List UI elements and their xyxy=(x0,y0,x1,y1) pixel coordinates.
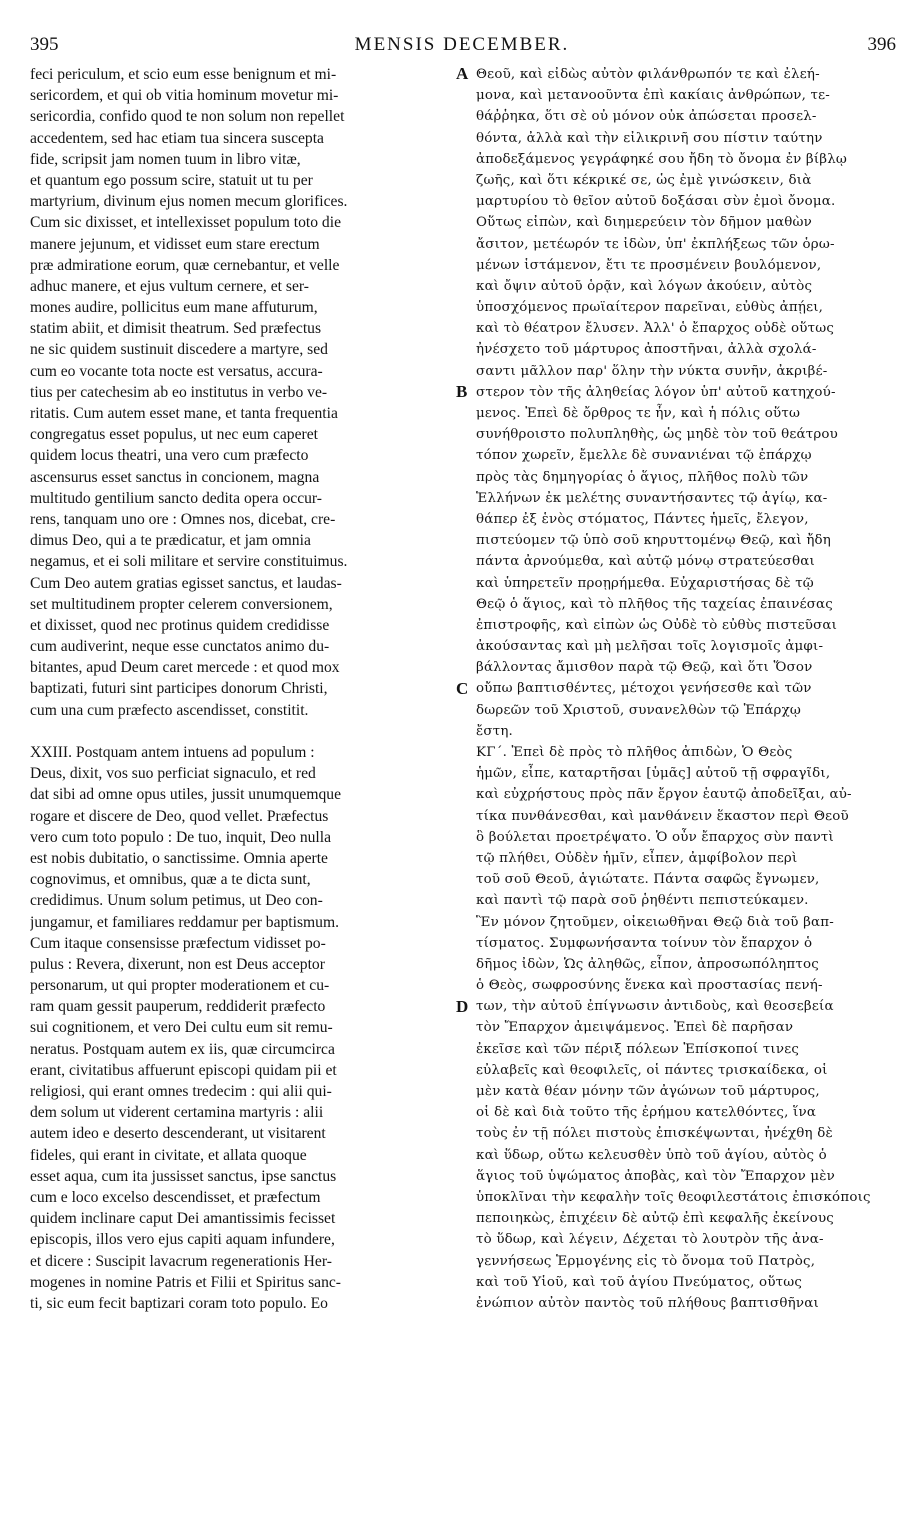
latin-text-line: ascensurus esset sanctus in concionem, magna xyxy=(30,468,320,486)
latin-text-line: Cum sic dixisset, et intellexisset populum toto die xyxy=(30,214,341,232)
greek-text-line: ἐπιστροφῆς, καὶ εἰπὼν ὡς Οὐδὲ τὸ εὐθὺς πιστεῦσαι xyxy=(476,617,838,633)
latin-text-line: pulus : Revera, dixerunt, non est Deus acceptor xyxy=(30,955,325,973)
latin-text-line: cum eo vocante tota nocte est versatus, accura- xyxy=(30,362,323,380)
latin-text-line: quidem inclinare caput Dei amantissimis fecisset xyxy=(30,1210,336,1228)
greek-text-line: ἠνέσχετο τοῦ μάρτυρος ἀποστῆναι, ἀλλὰ σχολά- xyxy=(476,342,817,358)
latin-text-line: congregatus esset populus, ut nec eum caperet xyxy=(30,426,318,444)
latin-text-line: erant, civitatibus affuerunt episcopi quidam pii et xyxy=(30,1061,337,1079)
greek-text-line: οἱ δὲ καὶ διὰ τοῦτο τῆς ἐρήμου κατελθόντες, ἵνα xyxy=(476,1105,817,1121)
greek-text-line: ὑποκλῖναι τὴν κεφαλὴν τοῖς θεοφιλεστάτοις ἐπισκόποις xyxy=(476,1189,871,1205)
latin-text-line: neratus. Postquam autem ex iis, quæ circumcirca xyxy=(30,1040,335,1058)
greek-text-line: μένων ἱστάμενον, ἔτι τε προσμένειν βουλόμενον, xyxy=(476,257,822,273)
latin-text-line: dem solum ut viderent certamina martyris : alii xyxy=(30,1104,324,1122)
greek-text-line: τίσματος. Συμφωνήσαντα τοίνυν τὸν ἔπαρχον ὁ xyxy=(476,935,813,951)
greek-text-line: θάπερ ἐξ ἑνὸς στόματος, Πάντες ἡμεῖς, ἔλεγον, xyxy=(476,511,809,527)
margin-letter: C xyxy=(456,678,469,698)
latin-text-line: manere jejunum, et vidisset eum stare erectum xyxy=(30,235,320,253)
latin-text-line: dimus Deo, qui a te prædicatur, et jam omnia xyxy=(30,532,311,550)
greek-text-line: καὶ τοῦ Υἱοῦ, καὶ τοῦ ἁγίου Πνεύματος, οὕτως xyxy=(476,1274,803,1290)
greek-text-line: ὃ βούλεται προετρέψατο. Ὁ οὖν ἔπαρχος σὺν παντὶ xyxy=(476,829,834,845)
greek-text-line: θόντα, ἀλλὰ καὶ τὴν εἰλικρινῆ σου πίστιν ταύτην xyxy=(476,130,823,146)
page-number-right: 396 xyxy=(867,34,896,55)
latin-text-line: fideles, qui erant in civitate, et allata quoque xyxy=(30,1146,307,1164)
greek-text-line: τὸν Ἔπαρχον ἀμειψάμενος. Ἐπεὶ δὲ παρῆσαν xyxy=(476,1020,794,1036)
greek-text-line: ἀποδεξάμενος γεγράφηκέ σου ἤδη τὸ ὄνομα ἐν βίβλῳ xyxy=(476,151,848,167)
latin-text-line: set multitudinem propter celerem conversionem, xyxy=(30,595,333,613)
greek-text-line: μαρτυρίου τὸ θεῖον αὐτοῦ δοξάσαι σὺν ἐμοὶ ὄνομα. xyxy=(476,194,836,210)
latin-text-line: tius per catechesim ab eo institutus in verbo ve- xyxy=(30,383,328,401)
margin-letter: D xyxy=(456,996,469,1016)
latin-text-line: et dixisset, quod nec protinus quidem credidisse xyxy=(30,616,330,634)
latin-text-line: et quantum ego possum scire, statuit ut tu per xyxy=(30,171,313,189)
greek-text-line: Ἓν μόνον ζητοῦμεν, οἰκειωθῆναι Θεῷ διὰ τοῦ βαπ- xyxy=(476,914,835,930)
greek-text-line: ἡμῶν, εἶπε, καταρτῆσαι [ὑμᾶς] αὐτοῦ τῇ σφραγῖδι, xyxy=(476,766,831,782)
latin-text-line xyxy=(30,721,462,742)
latin-text-line: credidimus. Unum solum petimus, ut Deo con- xyxy=(30,892,323,910)
latin-text-line: præ admiratione eorum, quæ cernebantur, et velle xyxy=(30,256,340,274)
greek-text-line: ΚΓ΄. Ἐπεὶ δὲ πρὸς τὸ πλῆθος ἀπιδὼν, Ὁ Θεὸς xyxy=(476,745,793,760)
latin-text-line: dat sibi ad omne opus utiles, jussit unumquemque xyxy=(30,786,341,804)
running-header xyxy=(0,34,924,60)
greek-text-line: τίκα πυνθάνεσθαι, καὶ μανθάνειν ἕκαστον περὶ Θεοῦ xyxy=(476,808,849,824)
latin-text-line: cum e loco excelso descendisset, et præfectum xyxy=(30,1188,321,1206)
latin-text-line: martyrium, divinum ejus nomen mecum glorifices. xyxy=(30,193,348,211)
greek-text-line: στερον τὸν τῆς ἀληθείας λόγον ὑπ' αὐτοῦ κατηχού- xyxy=(476,384,836,400)
greek-text-line: ἄσιτον, μετέωρόν τε ἰδὼν, ὑπ' ἐκπλήξεως τῶν ὁρω- xyxy=(476,236,835,252)
latin-text-line: religiosi, qui erant omnes tredecim : qui alii qui- xyxy=(30,1083,332,1100)
greek-text-line: των, τὴν αὐτοῦ ἐπίγνωσιν ἀντιδοὺς, καὶ θεοσεβεία xyxy=(476,999,834,1015)
latin-text-line: sui cognitionem, et vero Dei cultu eum sit remu- xyxy=(30,1019,333,1037)
greek-text-line: Ἑλλήνων ἐκ μελέτης συναντήσαντες τῷ ἁγίῳ, κα- xyxy=(476,490,828,506)
greek-text-line: δῆμος ἰδὼν, Ὡς ἀληθῶς, εἶπον, ἀπροσωπόληπτος xyxy=(476,956,819,972)
latin-text-line: adhuc manere, et ejus vultum cernere, et ser- xyxy=(30,277,309,295)
running-title: MENSIS DECEMBER. xyxy=(354,34,570,55)
greek-text-line: τοὺς ἐν τῇ πόλει πιστοὺς ἐπισκέψωνται, ἠνέχθη δὲ xyxy=(476,1126,833,1142)
latin-text-line: Cum itaque consensisse præfectum vidisset po- xyxy=(30,934,326,952)
greek-text-line: εὐλαβεῖς καὶ θεοφιλεῖς, οἱ πάντες τρισκαίδεκα, οἱ xyxy=(476,1062,828,1078)
latin-text-line: rens, tanquam uno ore : Omnes nos, dicebat, cre- xyxy=(30,510,336,528)
latin-text-line: quidem locus theatri, una vero cum præfecto xyxy=(30,447,309,465)
latin-text-line: ne sic quidem sustinuit discedere a martyre, sed xyxy=(30,341,328,359)
latin-text-line: sericordia, confido quod te non solum non repellet xyxy=(30,108,345,126)
greek-text-line: πρὸς τὰς δημηγορίας ὁ ἅγιος, πλῆθος πολὺ τῶν xyxy=(476,469,809,485)
greek-text-line: μονα, καὶ μετανοοῦντα ἐπὶ κακίαις ἀνθρώπων, τε- xyxy=(476,88,830,104)
greek-text-line: ἅγιος τοῦ ὑψώματος ἀποβὰς, καὶ τὸν Ἔπαρχον μὲν xyxy=(476,1168,836,1184)
page-number-left: 395 xyxy=(30,34,59,55)
latin-text-line: ritatis. Cum autem esset mane, et tanta frequentia xyxy=(30,405,338,422)
greek-text-line: συνήθροιστο πολυπληθὴς, ὡς μηδὲ τὸν τοῦ θεάτρου xyxy=(476,427,839,443)
latin-text-line: et dicere : Suscipit lavacrum regenerationis Her- xyxy=(30,1252,332,1270)
greek-text-line: καὶ ὄψιν αὐτοῦ ὁρᾷν, καὶ λόγων ἀκούειν, αὐτὸς xyxy=(476,278,813,294)
latin-text-line: autem ideo e deserto descenderant, ut visitarent xyxy=(30,1125,326,1143)
greek-text-line: τόπον χωρεῖν, ἔμελλε δὲ συνανιέναι τῷ ἐπάρχῳ xyxy=(476,448,812,464)
latin-text-line: accedentem, sed hac etiam tua sincera suscepta xyxy=(30,129,324,147)
greek-text-line: βάλλοντας ἄμισθον παρὰ τῷ Θεῷ, καὶ ὅτι Ὅσον xyxy=(476,660,813,676)
latin-text-line: baptizati, futuri sint participes donorum Christi, xyxy=(30,680,328,698)
latin-text-line: sericordem, et qui ob vitia hominum movetur mi- xyxy=(30,87,339,105)
latin-text-line: feci periculum, et scio eum esse benignum et mi- xyxy=(30,66,337,83)
margin-letter: B xyxy=(456,382,468,401)
greek-text-line: Θεοῦ, καὶ εἰδὼς αὐτὸν φιλάνθρωπόν τε καὶ ἐλεή- xyxy=(476,67,820,82)
greek-text-line: οὔπω βαπτισθέντες, μέτοχοι γενήσεσθε καὶ τῶν xyxy=(476,681,812,697)
greek-text-line: πιστεύομεν τῷ ὑπὸ σοῦ κηρυττομένῳ Θεῷ, καὶ ἤδη xyxy=(476,533,832,549)
greek-text-line: καὶ ὑπηρετεῖν προῃρήμεθα. Εὐχαριστήσας δὲ τῷ xyxy=(476,575,814,591)
greek-text-line: δωρεῶν τοῦ Χριστοῦ, συνανελθὼν τῷ Ἐπάρχῳ xyxy=(476,702,802,718)
latin-text-line: jungamur, et familiares reddamur per baptismum. xyxy=(30,913,339,931)
greek-text-line: καὶ ὕδωρ, οὕτω κελευσθὲν ὑπὸ τοῦ ἁγίου, αὐτὸς ὁ xyxy=(476,1147,827,1163)
latin-text-line: rogare et discere de Deo, quod vellet. Præfectus xyxy=(30,807,329,825)
greek-text-line: γεννήσεως Ἑρμογένης εἰς τὸ ὄνομα τοῦ Πατρὸς, xyxy=(476,1253,816,1269)
latin-text-line: est nobis dubitatio, o sanctissime. Omnia aperte xyxy=(30,849,328,867)
greek-text-line: Οὕτως εἰπὼν, καὶ διημερεύειν τὸν δῆμον μαθὼν xyxy=(476,215,812,231)
latin-text-line: negamus, et ei soli militare et servire constituimus. xyxy=(30,553,348,571)
greek-column xyxy=(476,64,896,1314)
greek-text-line: ἐκεῖσε καὶ τῶν πέριξ πόλεων Ἐπίσκοποί τινες xyxy=(476,1041,800,1057)
latin-text-line: multitudo gentilium sancto dedita opera occur- xyxy=(30,489,322,507)
latin-text-line: cum una cum præfecto ascendisset, constitit. xyxy=(30,701,309,719)
greek-text-line: πάντα ἀρνούμεθα, καὶ αὐτῷ μόνῳ στρατεύεσθαι xyxy=(476,554,815,570)
latin-text-line: mones audire, pollicitus eum mane affuturum, xyxy=(30,299,318,317)
greek-text-line: ὁ Θεὸς, σωφροσύνης ἕνεκα καὶ προστασίας πενή- xyxy=(476,978,823,994)
latin-text-line: Cum Deo autem gratias egisset sanctus, et laudas- xyxy=(30,574,342,592)
latin-text-line: fide, scripsit jam nomen tuum in libro vitæ, xyxy=(30,150,301,168)
greek-text-line: ἐνώπιον αὐτὸν παντὸς τοῦ πλήθους βαπτισθῆναι xyxy=(476,1295,819,1311)
greek-text-line: ζωῆς, καὶ ὅτι κέκρικέ σε, ὡς ἐμὲ γινώσκειν, διὰ xyxy=(476,172,812,188)
latin-text-line: cognovimus, et omnibus, quæ a te dicta sunt, xyxy=(30,871,311,889)
latin-text-line: ram quam gessit pauperum, reddiderit præfecto xyxy=(30,998,326,1016)
latin-text-line: episcopis, illos vero ejus capiti aquam infundere, xyxy=(30,1231,335,1249)
greek-text-line: Θεῷ ὁ ἅγιος, καὶ τὸ πλῆθος τῆς ταχείας ἐπαινέσας xyxy=(476,596,833,612)
greek-text-line: ὑποσχόμενος πρωϊαίτερον παρεῖναι, εὐθὺς ἀπῄει, xyxy=(476,300,824,316)
greek-text-line: σαντι μᾶλλον παρ' ὅλην τὴν νύκτα συνῆν, ἀκριβέ- xyxy=(476,363,828,379)
greek-text-line: ἀκούσαντας καὶ μὴ μελῆσαι τοῖς λογισμοῖς ἀμφι- xyxy=(476,639,824,655)
latin-text-line: cum audiverint, neque esse cunctatos animo du- xyxy=(30,638,330,656)
greek-text-line: τὸ ὕδωρ, καὶ λέγειν, Δέχεται τὸ λουτρὸν τῆς ἀνα- xyxy=(476,1232,824,1248)
greek-text-line: μὲν κατὰ θέαν μόνην τῶν ἀγώνων τοῦ μάρτυρος, xyxy=(476,1084,820,1099)
greek-text-line: μενος. Ἐπεὶ δὲ ὄρθρος τε ἦν, καὶ ἡ πόλις οὕτω xyxy=(476,406,801,421)
latin-text-line: esset aqua, cum ita jussisset sanctus, ipse sanctus xyxy=(30,1167,337,1185)
greek-text-line: ἔστη. xyxy=(476,723,514,739)
greek-text-line: καὶ εὐχρήστους πρὸς πᾶν ἔργον ἑαυτῷ ἀποδεῖξαι, αὐ- xyxy=(476,787,852,803)
latin-text-line: bitantes, apud Deum caret mercede : et quod mox xyxy=(30,659,340,677)
greek-text-line: καὶ τὸ θέατρον ἔλυσεν. Ἀλλ' ὁ ἔπαρχος οὐδὲ οὕτως xyxy=(476,321,835,337)
latin-text-line: ti, sic eum fecit baptizari coram toto populo. Eo xyxy=(30,1294,328,1312)
latin-text-line: personarum, ut qui propter moderationem et cu- xyxy=(30,977,330,995)
latin-text-line: XXIII. Postquam antem intuens ad populum : xyxy=(30,744,315,761)
greek-text-line: πεποιηκὼς, ἐπιχέειν δὲ αὐτῷ ἐπὶ κεφαλῆς ἐκείνους xyxy=(476,1211,834,1227)
latin-column xyxy=(30,64,462,1314)
greek-text-line: τοῦ σοῦ Θεοῦ, ἁγιώτατε. Πάντα σαφῶς ἔγνωμεν, xyxy=(476,872,820,888)
latin-text-line: vero cum toto populo : De tuo, inquit, Deo nulla xyxy=(30,828,332,846)
margin-letter: A xyxy=(456,64,469,83)
latin-text-line: statim abiit, et dimisit theatrum. Sed præfectus xyxy=(30,320,322,338)
greek-text-line: καὶ παντὶ τῷ παρὰ σοῦ ῥηθέντι πεπιστεύκαμεν. xyxy=(476,893,809,909)
greek-text-line: τῷ πλήθει, Οὐδὲν ἡμῖν, εἶπεν, ἀμφίβολον περὶ xyxy=(476,850,798,866)
greek-text-line: θάῤῥηκα, ὅτι σὲ οὐ μόνον οὐκ ἀπώσεται προσελ- xyxy=(476,109,817,125)
latin-text-line: mogenes in nomine Patris et Filii et Spiritus sanc- xyxy=(30,1273,341,1291)
latin-text-line: Deus, dixit, vos suo perficiat signaculo, et red xyxy=(30,765,316,783)
